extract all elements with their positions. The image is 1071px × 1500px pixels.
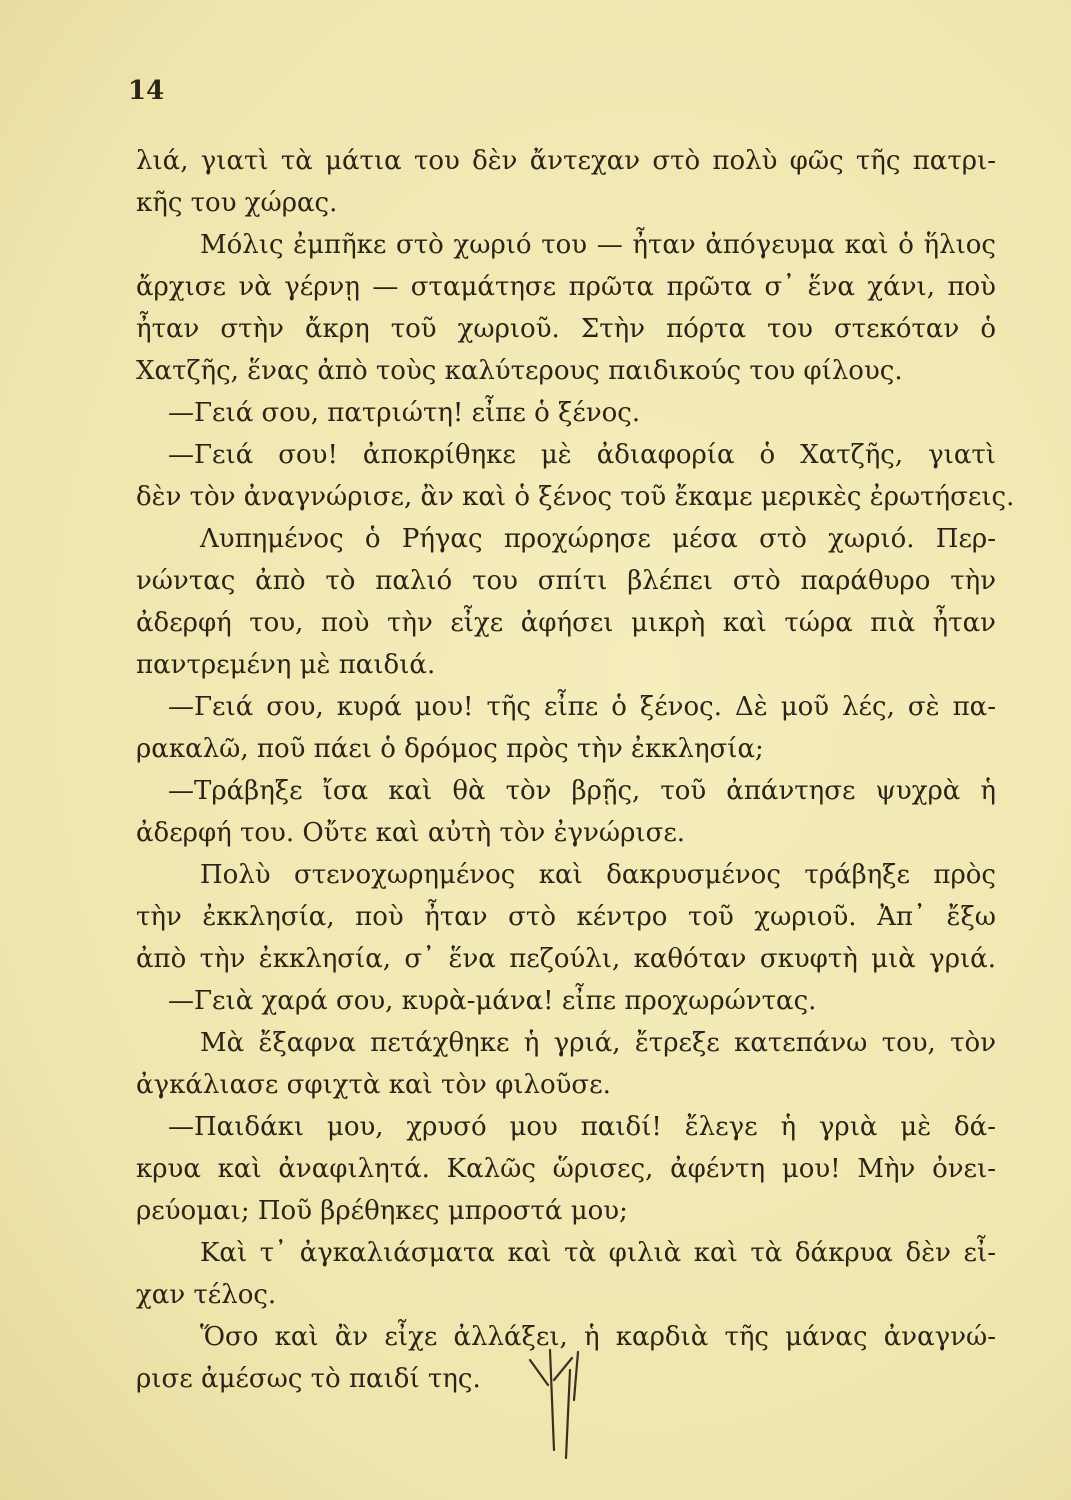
text-line: Λυπημένος ὁ Ρήγας προχώρησε μέσα στὸ χωριό. Περ-: [200, 524, 996, 554]
text-line: —Γειά σου, πατριώτη! εἶπε ὁ ξένος.: [168, 398, 641, 428]
text-line: παντρεμένη μὲ παιδιά.: [136, 650, 436, 680]
text-line: νώντας ἀπὸ τὸ παλιό του σπίτι βλέπει στὸ παράθυρο τὴν: [136, 566, 996, 596]
text-line: Καὶ τ᾽ ἀγκαλιάσματα καὶ τὰ φιλιὰ καὶ τὰ δάκρυα δὲν εἶ-: [200, 1238, 996, 1268]
text-line: ρακαλῶ, ποῦ πάει ὁ δρόμος πρὸς τὴν ἐκκλησία;: [136, 734, 764, 764]
text-line: ἀδερφή του, ποὺ τὴν εἶχε ἀφήσει μικρὴ καὶ τώρα πιὰ ἦταν: [136, 608, 996, 638]
text-line: Ὅσο καὶ ἂν εἶχε ἀλλάξει, ἡ καρδιὰ τῆς μάνας ἀναγνώ-: [200, 1322, 996, 1352]
text-line: χαν τέλος.: [136, 1280, 277, 1310]
text-line: ἀγκάλιασε σφιχτὰ καὶ τὸν φιλοῦσε.: [136, 1070, 611, 1100]
text-line: κρυα καὶ ἀναφιλητά. Καλῶς ὥρισες, ἀφέντη μου! Μὴν ὀνει-: [136, 1154, 996, 1184]
text-line: τὴν ἐκκλησία, ποὺ ἦταν στὸ κέντρο τοῦ χωριοῦ. Ἀπ᾽ ἔξω: [136, 902, 996, 932]
text-line: —Γειὰ χαρά σου, κυρὰ-μάνα! εἶπε προχωρώντας.: [168, 986, 817, 1016]
text-line: ρισε ἀμέσως τὸ παιδί της.: [136, 1364, 481, 1394]
text-line: —Γειά σου, κυρά μου! τῆς εἶπε ὁ ξένος. Δὲ μοῦ λές, σὲ πα-: [168, 692, 996, 722]
text-line: —Τράβηξε ἴσα καὶ θὰ τὸν βρῇς, τοῦ ἀπάντησε ψυχρὰ ἡ: [168, 776, 996, 806]
text-line: Μὰ ἔξαφνα πετάχθηκε ἡ γριά, ἔτρεξε κατεπάνω του, τὸν: [200, 1028, 996, 1058]
text-line: ἦταν στὴν ἄκρη τοῦ χωριοῦ. Στὴν πόρτα του στεκόταν ὁ: [136, 314, 996, 344]
text-line: ρεύομαι; Ποῦ βρέθηκες μπροστά μου;: [136, 1196, 628, 1226]
text-line: ἀδερφή του. Οὔτε καὶ αὐτὴ τὸν ἐγνώρισε.: [136, 818, 686, 848]
text-line: ἀπὸ τὴν ἐκκλησία, σ᾽ ἕνα πεζούλι, καθόταν σκυφτὴ μιὰ γριά.: [136, 944, 996, 974]
text-line: λιά, γιατὶ τὰ μάτια του δὲν ἄντεχαν στὸ πολὺ φῶς τῆς πατρι-: [136, 146, 996, 176]
text-line: δὲν τὸν ἀναγνώρισε, ἂν καὶ ὁ ξένος τοῦ ἔκαμε μερικὲς ἐρωτήσεις.: [136, 482, 1015, 512]
text-line: κῆς του χώρας.: [136, 188, 338, 218]
text-body: [136, 140, 1015, 1400]
text-line: Πολὺ στενοχωρημένος καὶ δακρυσμένος τράβηξε πρὸς: [200, 860, 996, 890]
text-line: ἄρχισε νὰ γέρνῃ — σταμάτησε πρῶτα πρῶτα σ᾽ ἕνα χάνι, ποὺ: [136, 272, 996, 302]
text-line: Μόλις ἐμπῆκε στὸ χωριό του — ἦταν ἀπόγευμα καὶ ὁ ἥλιος: [200, 230, 996, 260]
text-line: —Παιδάκι μου, χρυσό μου παιδί! ἔλεγε ἡ γριὰ μὲ δά-: [168, 1112, 996, 1142]
page-number: 14: [128, 76, 165, 106]
handwritten-mark-icon: [520, 1340, 600, 1460]
text-line: Χατζῆς, ἕνας ἀπὸ τοὺς καλύτερους παιδικούς του φίλους.: [136, 356, 903, 386]
text-line: —Γειά σου! ἀποκρίθηκε μὲ ἀδιαφορία ὁ Χατζῆς, γιατὶ: [168, 440, 996, 470]
